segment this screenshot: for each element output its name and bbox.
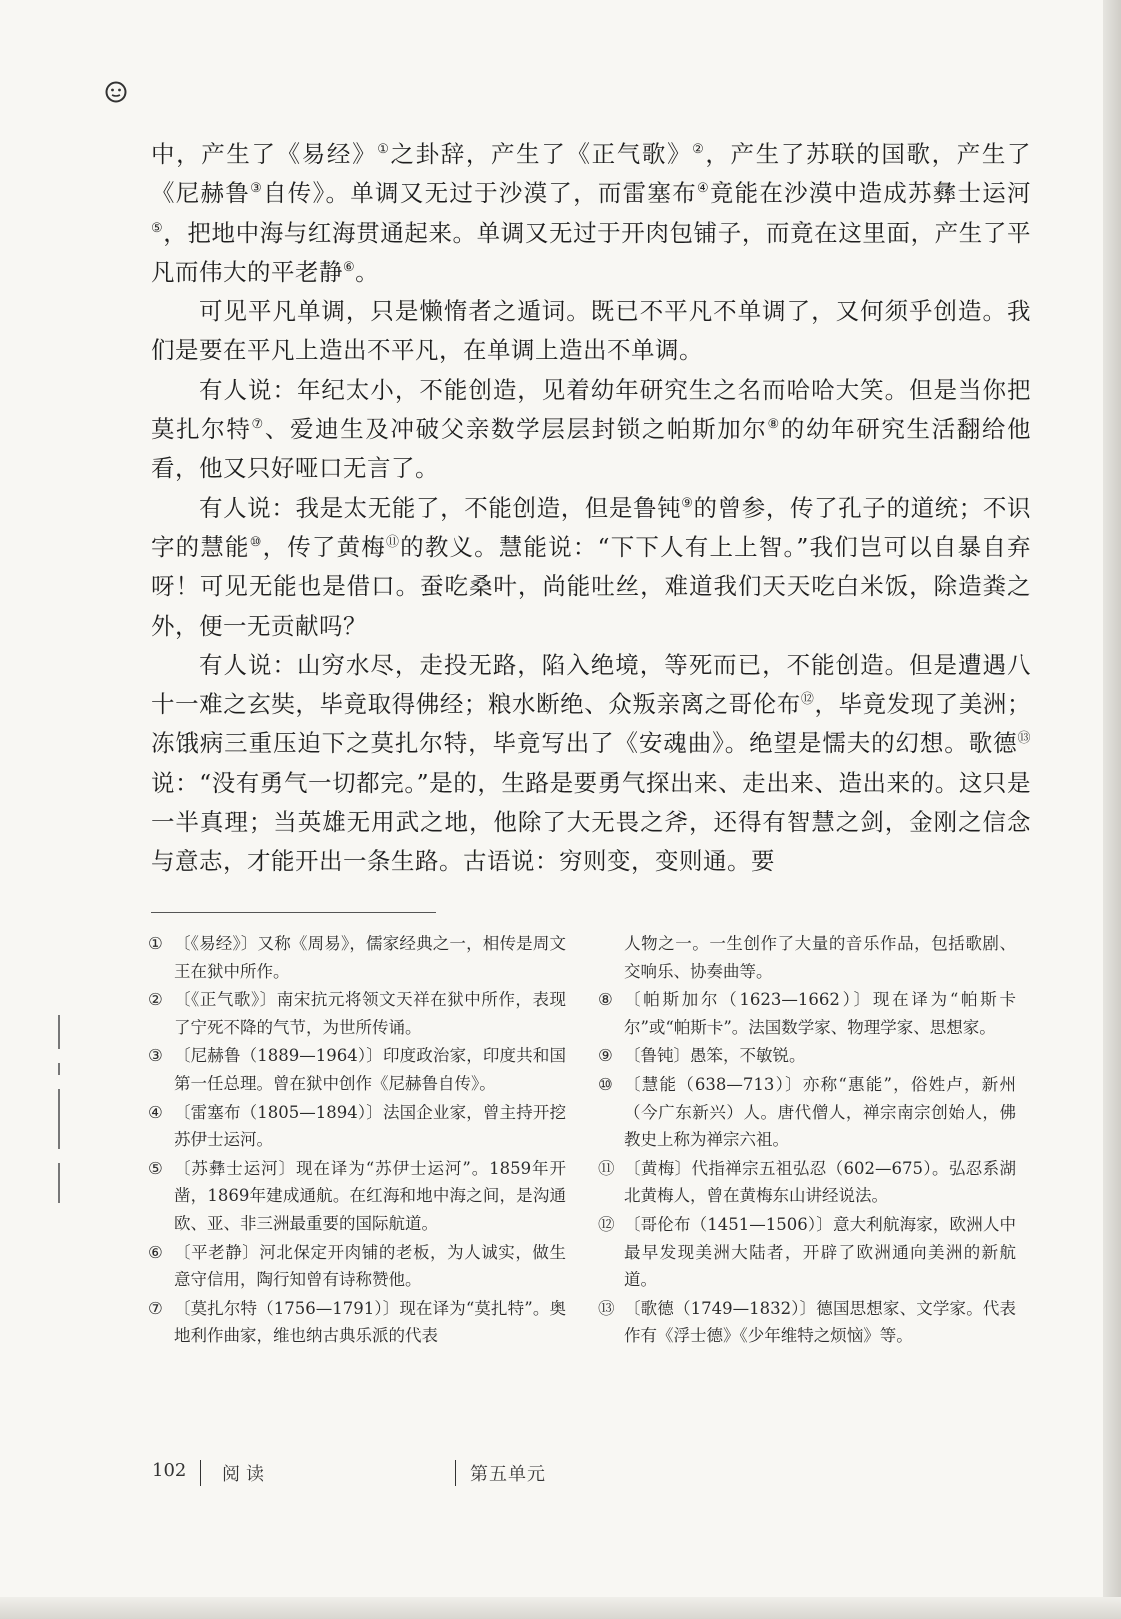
footnote-text: 〔帕斯加尔（1623—1662）〕现在译为“帕斯卡尔”或“帕斯卡”。法国数学家、物理学家、思想家。 — [624, 990, 1016, 1037]
footnote-item — [148, 1239, 566, 1294]
text-run: 的曾参，传了孔子的道统；不识字的慧能 — [151, 493, 1032, 561]
footnote-item — [598, 1071, 1016, 1154]
footnote-text: 人物之一。一生创作了大量的音乐作品，包括歌剧、交响乐、协奏曲等。 — [624, 934, 1016, 981]
smiley-corner-icon — [104, 80, 128, 104]
footnote-text: 〔《易经》〕又称《周易》，儒家经典之一，相传是周文王在狱中所作。 — [174, 934, 566, 981]
page-edge-bottom — [0, 1597, 1121, 1619]
footnote-number: ⑨ — [598, 1046, 613, 1066]
footnote-number: ⑤ — [148, 1158, 163, 1178]
footnote-text: 〔歌德（1749—1832）〕德国思想家、文学家。代表作有《浮士德》《少年维特之烦恼》等。 — [624, 1298, 1016, 1346]
text-run: 的幼年研究生活翻给他看，他又只好哑口无言了。 — [151, 415, 1032, 483]
footnotes-left-column — [148, 930, 566, 1351]
text-run: 说：“没有勇气一切都完。”是的，生路是要勇气探出来、走出来、造出来的。这只是一半真理；当英雄无用武之地，他除了大无畏之斧，还得有智慧之剑，金刚之信念与意志，才能开出一条生路。古语说：穷则变，变则通。要 — [151, 768, 1031, 876]
footnote-ref[interactable]: ⑧ — [767, 417, 781, 433]
footnote-continuation — [598, 930, 1016, 985]
text-run: ，毕竟发现了美洲；冻饿病三重压迫下之莫扎尔特，毕竟写出了《安魂曲》。绝望是懦夫的幻想。歌德 — [151, 690, 1032, 758]
footnote-ref[interactable]: ④ — [696, 181, 710, 197]
footnote-text: 〔雷塞布（1805—1894）〕法国企业家，曾主持开挖苏伊士运河。 — [174, 1102, 566, 1150]
footnote-item — [148, 986, 566, 1041]
text-run: 有人说：年纪太小，不能创造，见着幼年研究生之名而哈哈大笑。但是当你把莫扎尔特 — [151, 375, 1031, 444]
text-run: 自传》。单调又无过于沙漠了，而雷塞布 — [262, 179, 697, 208]
footnote-number: ⑥ — [148, 1242, 163, 1262]
footnote-number: ⑦ — [148, 1298, 163, 1318]
footnote-number: ① — [148, 934, 163, 953]
footnote-number: ④ — [148, 1102, 163, 1122]
paragraph-4 — [151, 489, 1031, 646]
footnote-ref[interactable]: ⑫ — [800, 692, 815, 708]
paragraph-1 — [151, 135, 1031, 292]
section-label: 阅读 — [222, 1464, 270, 1485]
paragraph-3 — [151, 371, 1031, 489]
footnote-ref[interactable]: ⑬ — [1017, 731, 1031, 747]
footnote-ref[interactable]: ③ — [250, 181, 263, 197]
footnote-ref[interactable]: ⑨ — [681, 495, 694, 511]
footnote-number: ⑬ — [598, 1298, 615, 1318]
page-number: 102 — [152, 1460, 187, 1481]
text-run: 的教义。慧能说：“下下人有上上智。”我们岂可以自暴自弃呀！可见无能也是借口。蚕吃桑叶，尚能吐丝，难道我们天天吃白米饭，除造粪之外，便一无贡献吗？ — [151, 532, 1032, 640]
footnote-ref[interactable]: ⑤ — [151, 220, 164, 236]
page-edge-right — [1103, 0, 1121, 1619]
footnote-number: ⑩ — [598, 1074, 613, 1094]
footnote-item — [598, 1042, 1016, 1070]
footer-divider — [455, 1460, 456, 1486]
footnote-item — [598, 1155, 1016, 1210]
footnote-ref[interactable]: ⑦ — [251, 417, 265, 433]
footnote-ref[interactable]: ⑥ — [343, 259, 356, 275]
footnote-text: 〔平老静〕河北保定开肉铺的老板，为人诚实，做生意守信用，陶行知曾有诗称赞他。 — [174, 1242, 566, 1290]
main-text — [151, 135, 1031, 882]
footnote-text: 〔《正气歌》〕南宋抗元将领文天祥在狱中所作，表现了宁死不降的气节，为世所传诵。 — [174, 990, 566, 1037]
footnote-ref[interactable]: ⑩ — [249, 534, 263, 550]
footnote-number: ⑪ — [598, 1158, 615, 1178]
margin-marks — [58, 1015, 61, 1235]
footnote-text: 〔苏彝士运河〕现在译为“苏伊士运河”。1859年开凿，1869年建成通航。在红海和地中海之间，是沟通欧、亚、非三洲最重要的国际航道。 — [174, 1158, 566, 1233]
footnote-text: 〔哥伦布（1451—1506）〕意大利航海家，欧洲人中最早发现美洲大陆者，开辟了欧洲通向美洲的新航道。 — [624, 1214, 1016, 1290]
footnote-text: 〔莫扎尔特（1756—1791）〕现在译为“莫扎特”。奥地利作曲家，维也纳古典乐派的代表 — [174, 1298, 566, 1346]
footnote-text: 〔慧能（638—713）〕亦称“惠能”，俗姓卢，新州（今广东新兴）人。唐代僧人，禅宗南宗创始人，佛教史上称为禅宗六祖。 — [624, 1074, 1016, 1150]
footnote-item — [148, 1042, 566, 1097]
footnote-ref[interactable]: ① — [377, 142, 391, 157]
footnotes-right-column — [598, 930, 1016, 1351]
text-run: 中，产生了《易经》 — [151, 140, 378, 168]
text-run: ，把地中海与红海贯通起来。单调又无过于开肉包铺子，而竟在这里面，产生了平凡而伟大的平老静 — [151, 218, 1032, 286]
footnote-text: 〔鲁钝〕愚笨，不敏锐。 — [624, 1046, 806, 1066]
text-run: 、爱迪生及冲破父亲数学层层封锁之帕斯加尔 — [264, 415, 768, 444]
footnote-ref[interactable]: ② — [692, 142, 706, 157]
footnote-divider — [151, 912, 436, 913]
footnote-number: ② — [148, 990, 163, 1010]
footnote-item — [148, 1099, 566, 1154]
text-run: ，产生了苏联的国歌，产生了《尼赫鲁 — [151, 140, 1032, 208]
text-run: 之卦辞，产生了《正气歌》 — [390, 140, 693, 168]
footnote-item — [598, 1211, 1016, 1294]
footnote-item — [148, 1295, 566, 1350]
footnote-number: ⑫ — [598, 1214, 615, 1234]
footnote-item — [598, 986, 1016, 1041]
paragraph-5 — [151, 646, 1031, 882]
footnote-text: 〔尼赫鲁（1889—1964）〕印度政治家，印度共和国第一任总理。曾在狱中创作《尼赫鲁自传》。 — [174, 1046, 566, 1093]
text-run: 。 — [355, 257, 380, 286]
footnote-item — [148, 930, 566, 985]
footnote-number: ⑧ — [598, 990, 613, 1010]
text-run: ，传了黄梅 — [262, 532, 386, 561]
footnote-item — [598, 1295, 1016, 1350]
footnote-ref[interactable]: ⑪ — [385, 534, 401, 550]
footnote-number: ③ — [148, 1046, 163, 1066]
unit-label: 第五单元 — [470, 1464, 546, 1485]
footer-divider — [200, 1460, 201, 1486]
text-run: 竟能在沙漠中造成苏彝士运河 — [709, 179, 1032, 208]
footnote-text: 〔黄梅〕代指禅宗五祖弘忍（602—675）。弘忍系湖北黄梅人，曾在黄梅东山讲经说法。 — [624, 1158, 1016, 1206]
paragraph-2: 可见平凡单调，只是懒惰者之遁词。既已不平凡不单调了，又何须乎创造。我们是要在平凡上造出不平凡，在单调上造出不单调。 — [151, 297, 1031, 365]
text-run: 有人说：我是太无能了，不能创造，但是鲁钝 — [199, 493, 682, 522]
footnote-item — [148, 1155, 566, 1238]
page-footer — [0, 1458, 1121, 1488]
text-run: 有人说：山穷水尽，走投无路，陷入绝境，等死而已，不能创造。但是遭遇八十一难之玄奘，毕竟取得佛经；粮水断绝、众叛亲离之哥伦布 — [151, 650, 1031, 719]
